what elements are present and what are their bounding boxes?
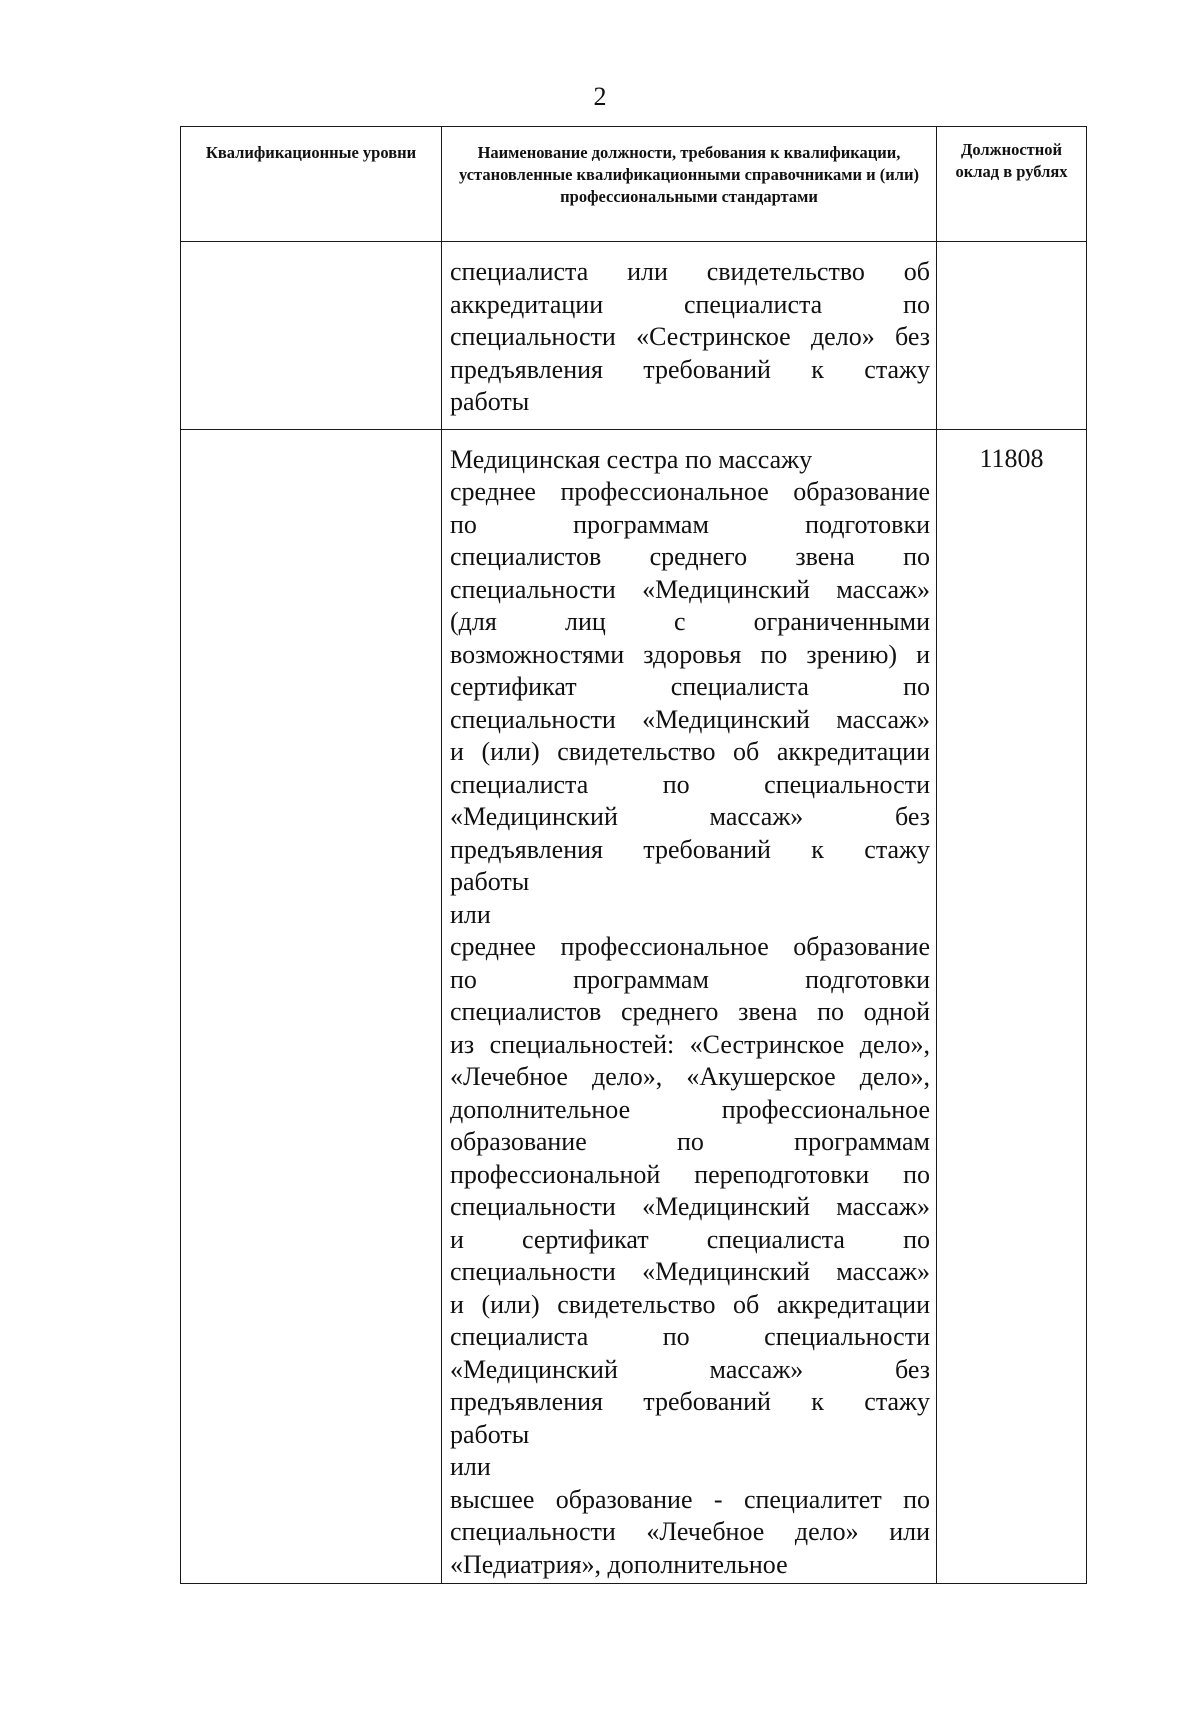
requirements-text (442, 242, 936, 429)
text-line: сертификат специалиста по (450, 672, 930, 701)
text-line: высшее образование - специалитет по (450, 1484, 930, 1514)
text-line: «Лечебное дело», «Акушерское дело», (450, 1062, 930, 1091)
text-line: возможностями здоровья по зрению) и (450, 639, 930, 669)
text-line: из специальностей: «Сестринское дело», (450, 1029, 930, 1059)
text-line: и (или) свидетельство об аккредитации (450, 737, 930, 766)
text-line: предъявления требований к стажу (450, 834, 930, 864)
text-line: специальности «Медицинский массаж» (450, 704, 930, 734)
text-line: среднее профессиональное образование (450, 477, 930, 506)
text-line: специалистов среднего звена по одной (450, 997, 930, 1026)
cell-salary-empty (937, 242, 1087, 430)
salary-value: 11808 (979, 443, 1044, 473)
requirements-text (442, 430, 936, 1584)
text-line: предъявления требований к стажу (450, 354, 930, 384)
text-line: «Медицинский массаж» без (450, 802, 930, 831)
text-line: работы (450, 387, 530, 416)
table-header-row (181, 127, 1087, 242)
text-line: специалиста по специальности (450, 1322, 930, 1351)
text-line: «Медицинский массаж» без (450, 1354, 930, 1384)
header-salary: Должностной оклад в рублях (937, 127, 1087, 242)
header-position-requirements: Наименование должности, требования к квалификации, установленные квалификационными справочниками и (или) профессиональными стандартами (442, 127, 937, 242)
text-line: специалистов среднего звена по (450, 542, 930, 571)
text-line: по программам подготовки (450, 964, 930, 994)
qualification-table (180, 126, 1087, 1584)
text-line: среднее профессиональное образование (450, 932, 930, 961)
cell-level-empty (181, 242, 442, 430)
text-line: специалиста по специальности (450, 769, 930, 799)
text-line: специальности «Медицинский массаж» (450, 574, 930, 604)
text-line: специальности «Сестринское дело» без (450, 322, 930, 351)
text-line: «Педиатрия», дополнительное (450, 1549, 788, 1579)
text-line: по программам подготовки (450, 509, 930, 539)
text-line: образование по программам (450, 1127, 930, 1156)
text-line: дополнительное профессиональное (450, 1094, 930, 1124)
text-line: Медицинская сестра по массажу (450, 444, 813, 474)
cell-level-empty (181, 429, 442, 1584)
text-line: (для лиц с ограниченными (450, 607, 930, 636)
text-line: специальности «Медицинский массаж» (450, 1257, 930, 1286)
text-line: аккредитации специалиста по (450, 289, 930, 319)
cell-salary (937, 429, 1087, 1584)
header-qualification-levels: Квалификационные уровни (181, 127, 442, 242)
text-line: специалиста или свидетельство об (450, 257, 930, 286)
text-line: специальности «Медицинский массаж» (450, 1192, 930, 1221)
text-line: или (450, 1452, 491, 1481)
cell-requirements-continuation (442, 242, 937, 430)
text-line: работы (450, 1419, 530, 1449)
page-number: 2 (593, 82, 607, 111)
text-line: и (или) свидетельство об аккредитации (450, 1289, 930, 1319)
text-line: или (450, 899, 491, 929)
text-line: предъявления требований к стажу (450, 1387, 930, 1416)
table-row-continuation (181, 242, 1087, 430)
text-line: работы (450, 867, 530, 896)
table-row-massage-nurse (181, 429, 1087, 1584)
text-line: специальности «Лечебное дело» или (450, 1517, 930, 1546)
text-line: и сертификат специалиста по (450, 1224, 930, 1254)
text-line: профессиональной переподготовки по (450, 1159, 930, 1189)
cell-requirements-massage (442, 429, 937, 1584)
